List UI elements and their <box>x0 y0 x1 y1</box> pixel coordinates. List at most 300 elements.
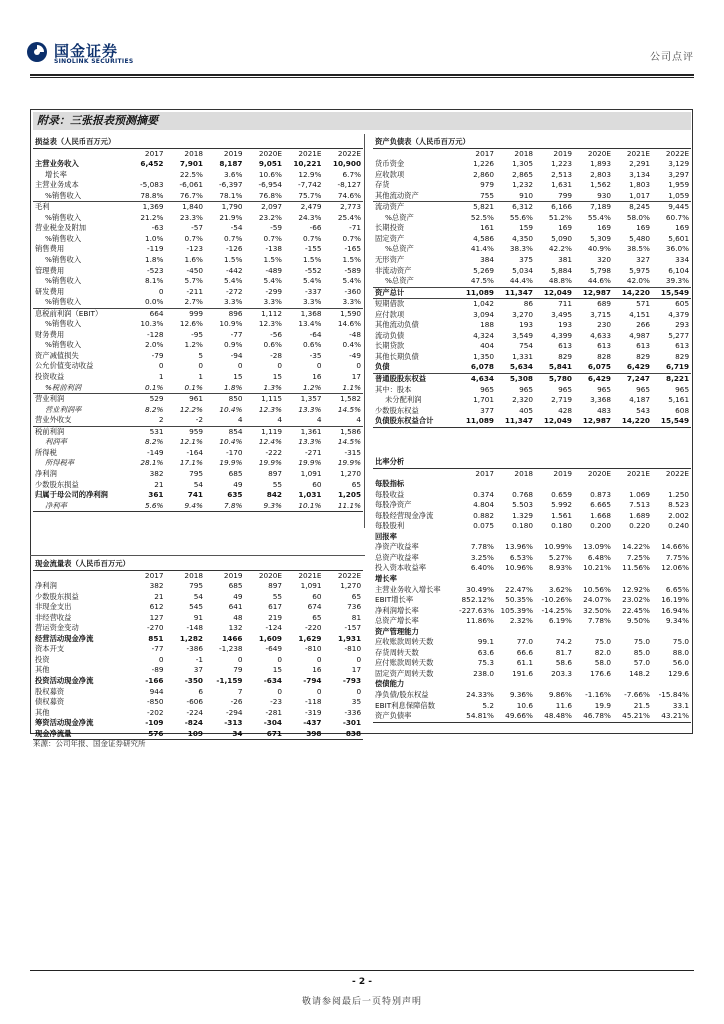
cell-value: 7.25% <box>626 552 650 562</box>
table-row <box>373 213 691 224</box>
cell-value: 48.48% <box>535 711 574 722</box>
cell-value: 0.659 <box>551 489 572 499</box>
cell-value: 6,429 <box>626 362 650 372</box>
table-row <box>373 406 691 417</box>
cell-value: 176.6 <box>590 668 611 678</box>
table-row <box>373 648 691 659</box>
table-row <box>373 180 691 191</box>
row-label: 净利润 <box>35 468 57 478</box>
cell-value: 1,629 <box>298 633 322 643</box>
cell-value: 6,312 <box>496 202 535 213</box>
cell-value: 33.1 <box>672 700 690 710</box>
table-row <box>373 490 691 501</box>
cell-value: -95 <box>191 329 203 339</box>
table-row <box>33 266 363 277</box>
table-title: 现金流量表（人民币百万元） <box>33 559 363 570</box>
cell-value: 65 <box>312 612 322 622</box>
row-label: 每股经营现金净流 <box>375 510 434 520</box>
row-label: 固定资产 <box>375 233 405 243</box>
row-label: 应收账款周转天数 <box>375 637 434 647</box>
cell-value: 61.1 <box>516 658 533 668</box>
cell-value: 58.0% <box>626 212 650 222</box>
cell-value: 1,840 <box>166 202 206 213</box>
cell-value: 5.503 <box>512 500 533 510</box>
row-label: 投资收益 <box>35 372 65 382</box>
row-label: %销售收入 <box>45 233 82 243</box>
cell-value: 3,094 <box>473 309 494 319</box>
cell-value <box>496 679 535 690</box>
cell-value: -315 <box>344 447 362 457</box>
row-label: 管理费用 <box>35 265 65 275</box>
cell-value: 0.240 <box>668 521 690 531</box>
header-blank <box>33 570 126 581</box>
cell-value: 6.48% <box>587 552 611 562</box>
table-row <box>373 310 691 321</box>
cell-value: 1.561 <box>551 510 572 520</box>
cell-value <box>574 627 613 638</box>
row-label: 净负债/股东权益 <box>375 690 429 700</box>
row-label: %销售收入 <box>45 297 82 307</box>
cell-value: 0.7% <box>342 233 362 243</box>
cell-value: -350 <box>184 676 203 686</box>
cell-value: 43.21% <box>652 711 691 722</box>
cell-value: 6.19% <box>548 616 572 626</box>
cell-value: 605 <box>652 299 691 310</box>
cell-value: 75.0 <box>594 637 611 647</box>
table-row <box>33 676 363 687</box>
row-label: 净资产收益率 <box>375 542 419 552</box>
cell-value: -57 <box>191 223 203 233</box>
row-label: %总资产 <box>385 212 414 222</box>
row-label: 财务费用 <box>35 329 65 339</box>
disclaimer-note: 敬请参阅最后一页特别声明 <box>301 997 422 1007</box>
cell-value: -170 <box>225 447 243 457</box>
cell-value: 1,282 <box>179 633 203 643</box>
table-row <box>33 180 363 191</box>
cell-value: 4 <box>316 415 322 425</box>
cell-value: 47.5% <box>470 276 494 286</box>
cell-value: 19.9% <box>298 458 322 468</box>
cell-value: 19.9% <box>219 458 243 468</box>
cell-value: 10.56% <box>583 584 611 594</box>
cell-value: 0.9% <box>223 340 243 350</box>
cell-value: -64 <box>309 329 322 339</box>
table-row <box>373 606 691 617</box>
cell-value: 1,361 <box>284 426 324 437</box>
cell-value: -118 <box>304 697 322 707</box>
year-header: 2018 <box>184 570 203 580</box>
table-row <box>373 521 691 532</box>
year-header: 2020E <box>258 570 282 580</box>
table-row <box>33 501 363 512</box>
cell-value: 320 <box>597 255 611 265</box>
cell-value: 5.7% <box>184 276 203 286</box>
cell-value: -319 <box>304 707 322 717</box>
cell-value: -35 <box>309 350 322 360</box>
cell-value: -281 <box>265 707 282 717</box>
cell-value: 17 <box>351 665 362 675</box>
row-label: 净利润增长率 <box>375 605 419 615</box>
cell-value: 169 <box>636 223 650 233</box>
row-label: 营运资金变动 <box>35 623 79 633</box>
cell-value: 12,049 <box>535 416 574 427</box>
cell-value: 58.0 <box>594 658 611 668</box>
row-label: 长期投资 <box>375 223 405 233</box>
cell-value: 65 <box>351 591 362 601</box>
cell-value: 46.78% <box>574 711 613 722</box>
cell-value: -222 <box>265 447 282 457</box>
cell-value: 48.8% <box>548 276 572 286</box>
row-label: 固定资产周转天数 <box>375 668 434 678</box>
cell-value: 483 <box>597 405 611 415</box>
cell-value: 57.0 <box>633 658 650 668</box>
cell-value: 635 <box>227 490 243 500</box>
table-row <box>33 308 363 319</box>
cell-value: 1,270 <box>340 468 362 478</box>
table-row <box>33 297 363 308</box>
cell-value: 5,634 <box>509 362 533 372</box>
cell-value: 4 <box>356 415 362 425</box>
cell-value: 5,090 <box>551 233 572 243</box>
cell-value: 48 <box>233 612 243 622</box>
cell-value: 81.7 <box>555 647 572 657</box>
year-header: 2020E <box>587 468 611 478</box>
cell-value: 5,309 <box>590 233 611 243</box>
cell-value: 2.32% <box>509 616 533 626</box>
cell-value: 428 <box>558 405 572 415</box>
cell-value: 838 <box>324 729 364 740</box>
table-row <box>33 287 363 298</box>
cell-value: 75.7% <box>298 190 322 200</box>
cell-value: 1,031 <box>298 490 322 500</box>
cell-value: 4,187 <box>629 395 650 405</box>
cell-value: 897 <box>268 581 282 591</box>
table-row <box>373 395 691 406</box>
row-label: 筹资活动现金净流 <box>35 718 94 728</box>
cell-value: 2,860 <box>473 169 494 179</box>
row-label: 应收款项 <box>375 169 405 179</box>
cell-value: 11.86% <box>466 616 494 626</box>
cell-value: 1466 <box>222 633 243 643</box>
cell-value <box>457 574 496 585</box>
row-label: 研发费用 <box>35 286 65 296</box>
cell-value: -26 <box>230 697 243 707</box>
cell-value: -66 <box>309 223 322 233</box>
cell-value: 1,350 <box>473 351 494 361</box>
cell-value: 2,479 <box>284 202 324 213</box>
cell-value: 850 <box>205 394 245 405</box>
row-label: 股权募资 <box>35 686 65 696</box>
cell-value: 375 <box>519 255 533 265</box>
cell-value: 2 <box>158 415 164 425</box>
cell-value: 10,900 <box>332 159 362 169</box>
cell-value: 7.78% <box>587 616 611 626</box>
cell-value: 0 <box>158 286 164 296</box>
cell-value: 15 <box>272 372 282 382</box>
cell-value: 0.4% <box>342 340 362 350</box>
cell-value: 381 <box>558 255 572 265</box>
balance-sheet-table <box>373 137 691 428</box>
table-row <box>373 385 691 396</box>
cell-value: 17.1% <box>179 458 203 468</box>
cell-value: 15 <box>272 665 282 675</box>
cell-value: 571 <box>613 299 652 310</box>
cell-value: -8,127 <box>337 180 362 190</box>
cell-value: 1,017 <box>629 190 650 200</box>
table-row <box>373 362 691 373</box>
cell-value: 2,865 <box>512 169 533 179</box>
cell-value: 55.4% <box>587 212 611 222</box>
document-type: 公司点评 <box>650 52 694 63</box>
cell-value: 74.2 <box>555 637 572 647</box>
header-blank <box>33 148 126 159</box>
cell-value: -437 <box>303 718 322 728</box>
cell-value: 36.0% <box>665 244 690 254</box>
cell-value: 79 <box>233 665 243 675</box>
cell-value: 1,059 <box>668 190 690 200</box>
table-row <box>33 202 363 213</box>
cell-value: 188 <box>480 320 494 330</box>
cell-value: 7,901 <box>179 159 203 169</box>
cell-value: 852.12% <box>461 595 494 605</box>
cell-value: 5.6% <box>126 501 166 512</box>
cell-value: 8.2% <box>144 404 164 414</box>
cell-value: 3,549 <box>512 330 533 340</box>
cell-value: 40.9% <box>587 244 611 254</box>
cell-value: 0.7% <box>302 233 322 243</box>
cell-value: 4 <box>277 415 282 425</box>
table-row <box>373 341 691 352</box>
cell-value: 14.5% <box>337 404 362 414</box>
cell-value: 12.3% <box>258 404 282 414</box>
cell-value: 39.3% <box>665 276 690 286</box>
row-label: 无形资产 <box>375 255 405 265</box>
cell-value: 44.4% <box>509 276 533 286</box>
footer-rule <box>30 970 694 971</box>
cell-value: -7.66% <box>624 690 650 700</box>
table-row <box>373 585 691 596</box>
table-row <box>33 613 363 624</box>
cell-value: 0.220 <box>629 521 650 531</box>
page-number: - 2 - <box>352 977 372 987</box>
cell-value: 11,347 <box>496 416 535 427</box>
row-label: 资产管理能力 <box>375 626 419 636</box>
cell-value: 795 <box>189 581 203 591</box>
cell-value: 10.96% <box>505 563 533 573</box>
cell-value: -56 <box>270 329 282 339</box>
cell-value: 10.3% <box>140 319 164 329</box>
cell-value: 14,220 <box>613 287 652 299</box>
cell-value: 1,226 <box>473 159 494 169</box>
cell-value: 230 <box>597 320 611 330</box>
cell-value: 219 <box>268 612 282 622</box>
cell-value: -337 <box>304 286 322 296</box>
table-row <box>373 276 691 287</box>
table-row <box>33 234 363 245</box>
row-label: 主营业务收入 <box>35 159 79 169</box>
cell-value: -489 <box>265 265 282 275</box>
cell-value: 5.4% <box>342 276 362 286</box>
year-header-row <box>33 570 363 581</box>
cell-value: -270 <box>146 623 164 633</box>
table-row <box>33 244 363 255</box>
year-header: 2021E <box>626 148 650 158</box>
row-label: 应付账款周转天数 <box>375 658 434 668</box>
cell-value: 5,601 <box>668 233 690 243</box>
cell-value: -552 <box>304 265 322 275</box>
cell-value: -10.26% <box>541 595 572 605</box>
table-row <box>33 223 363 234</box>
row-label: %总资产 <box>385 276 414 286</box>
cell-value: 1.0% <box>144 233 164 243</box>
year-header: 2020E <box>587 148 611 158</box>
cell-value: 2.7% <box>184 297 203 307</box>
table-row <box>373 679 691 690</box>
cell-value: 0 <box>237 361 243 371</box>
cell-value: 0 <box>277 654 282 664</box>
cell-value: 132 <box>228 623 243 633</box>
table-title: 比率分析 <box>373 457 691 468</box>
cell-value: 1,586 <box>324 426 364 437</box>
cell-value: 405 <box>519 405 533 415</box>
cell-value: 15 <box>233 372 243 382</box>
table-row <box>33 623 363 634</box>
cell-value: -386 <box>186 644 203 654</box>
cell-value: 9.4% <box>166 501 206 512</box>
cell-value <box>613 679 652 690</box>
cell-value: -148 <box>186 623 203 633</box>
cell-value: 382 <box>149 468 164 478</box>
cell-value: 1,091 <box>300 581 322 591</box>
cell-value: 19.9% <box>337 458 362 468</box>
cell-value: 99.1 <box>477 637 494 647</box>
cell-value: 1,223 <box>551 159 572 169</box>
table-row <box>373 616 691 627</box>
row-label: 投入资本收益率 <box>375 563 427 573</box>
table-row <box>33 697 363 708</box>
cell-value <box>535 479 574 490</box>
cell-value: 105.39% <box>500 605 533 615</box>
cell-value: 0.1% <box>144 382 164 392</box>
cell-value: 203.3 <box>551 668 572 678</box>
cell-value: 12.2% <box>179 404 203 414</box>
cell-value: 8,245 <box>613 202 652 213</box>
row-label: 营业利润 <box>33 394 126 405</box>
table-row <box>373 299 691 310</box>
cell-value: 10.9% <box>219 319 243 329</box>
cell-value: 50.35% <box>505 595 533 605</box>
cell-value: 77.0 <box>516 637 533 647</box>
cell-value: 1,701 <box>473 395 494 405</box>
row-label: 息税前利润（EBIT） <box>33 308 126 319</box>
cell-value: -6,954 <box>258 180 282 190</box>
cell-value: 3.3% <box>342 297 362 307</box>
cell-value: 16.19% <box>661 595 690 605</box>
cell-value: 1,091 <box>300 468 322 478</box>
cell-value: 12.06% <box>661 563 690 573</box>
year-header: 2022E <box>665 468 690 478</box>
cell-value: 15,549 <box>652 287 691 299</box>
cell-value: 6,166 <box>535 202 574 213</box>
table-row <box>33 665 363 676</box>
cell-value: 896 <box>205 308 245 319</box>
cell-value: 0.374 <box>473 489 494 499</box>
cell-value: 19.9% <box>258 458 282 468</box>
cell-value: 1.5% <box>223 255 243 265</box>
cell-value: -202 <box>146 707 164 717</box>
cell-value: 0 <box>356 686 362 696</box>
cell-value <box>535 627 574 638</box>
cell-value: 842 <box>266 490 282 500</box>
cell-value: -54 <box>230 223 243 233</box>
table-row <box>373 690 691 701</box>
cash-flow-table <box>33 559 363 740</box>
cell-value: 8.523 <box>668 500 690 510</box>
cell-value: 82.0 <box>594 647 611 657</box>
cell-value: -589 <box>344 265 362 275</box>
cell-value: 6,075 <box>587 362 611 372</box>
cell-value: -28 <box>270 350 282 360</box>
cell-value: 60 <box>312 479 322 489</box>
table-row <box>33 708 363 719</box>
cell-value: 1 <box>198 372 203 382</box>
row-label: 增长率 <box>45 169 67 179</box>
cell-value: 5.2 <box>482 700 494 710</box>
year-header-row <box>373 148 691 159</box>
table-row <box>373 159 691 170</box>
table-row <box>373 331 691 342</box>
cell-value: 24.3% <box>298 212 322 222</box>
row-label: 非经营收益 <box>35 612 72 622</box>
cell-value: 7 <box>237 686 243 696</box>
cell-value: 0.200 <box>590 521 611 531</box>
cell-value: 6.53% <box>509 552 533 562</box>
table-row <box>373 170 691 181</box>
cell-value: 24.07% <box>583 595 611 605</box>
year-header: 2022E <box>665 148 690 158</box>
cell-value <box>574 532 613 543</box>
row-label: %销售收入 <box>45 255 82 265</box>
cell-value: 35 <box>351 697 362 707</box>
cell-value: 12,987 <box>574 287 613 299</box>
cell-value: 1,205 <box>337 490 362 500</box>
row-label: 总资产收益率 <box>375 552 419 562</box>
cell-value: 58.6 <box>555 658 572 668</box>
cell-value: 1.6% <box>184 255 203 265</box>
cell-value: 685 <box>228 468 243 478</box>
cell-value: -166 <box>145 676 164 686</box>
cell-value: 854 <box>205 426 245 437</box>
cell-value: 1.329 <box>512 510 533 520</box>
cell-value: 6.40% <box>470 563 494 573</box>
cell-value: 0.882 <box>473 510 494 520</box>
cell-value: 13.09% <box>583 542 611 552</box>
row-label: 存货 <box>375 180 390 190</box>
cell-value: 22.45% <box>622 605 650 615</box>
row-label: 回报率 <box>375 531 397 541</box>
cell-value <box>613 627 652 638</box>
year-header: 2021E <box>298 570 322 580</box>
row-label: 净利率 <box>33 501 126 512</box>
cell-value: 4,379 <box>668 309 690 319</box>
table-row <box>373 637 691 648</box>
cell-value: -48 <box>349 329 362 339</box>
cell-value: -442 <box>225 265 243 275</box>
cell-value <box>652 679 691 690</box>
cell-value: 3.3% <box>263 297 282 307</box>
row-label: 营业利润率 <box>45 404 82 414</box>
row-label: 投资 <box>35 654 50 664</box>
